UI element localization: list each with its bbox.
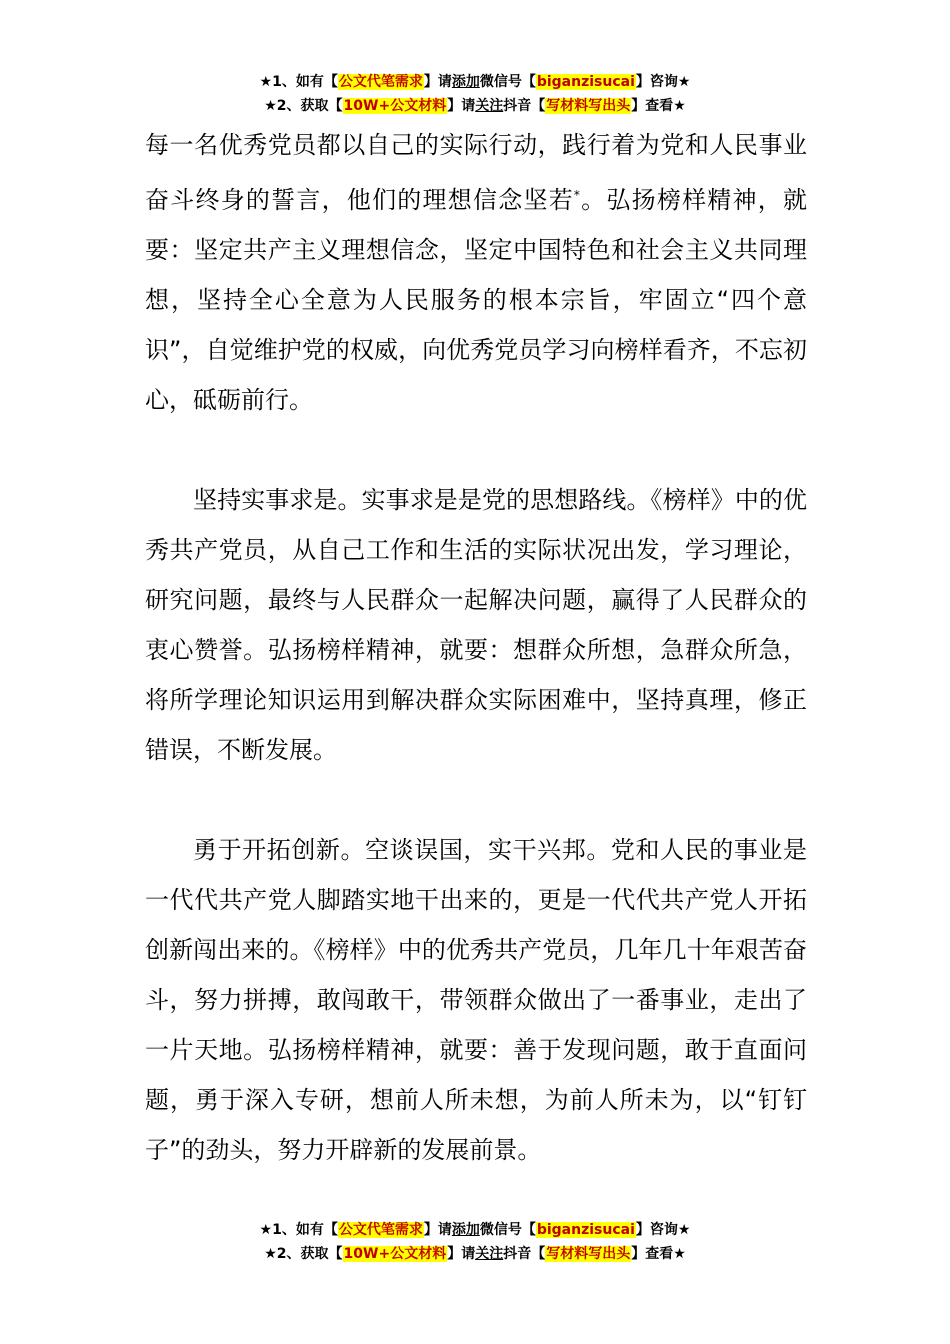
highlight-wechat-id: biganzisucai (536, 1222, 635, 1238)
highlight-douyin: 写材料写出头 (546, 1246, 631, 1262)
banner-line-1: ★1、如有【公文代笔需求】请添加微信号【biganzisucai】咨询★ (259, 74, 691, 90)
paragraph-2: 坚持实事求是。实事求是是党的思想路线。《榜样》中的优秀共产党员，从自己工作和生活的实际状况出发，学习理论，研究问题，最终与人民群众一起解决问题，赢得了人民群众的衷心赞誉。弘扬榜样精神，就要：想群众所想，急群众所急，将所学理论知识运用到解决群众实际困难中，坚持真理，修正错误，不断发展。 (145, 486, 807, 764)
highlight-douyin: 写材料写出头 (546, 98, 631, 114)
banner-line-1: ★1、如有【公文代笔需求】请添加微信号【biganzisucai】咨询★ (259, 1222, 691, 1238)
banner-line-2: ★2、获取【10W+公文材料】请关注抖音【写材料写出头】查看★ (264, 1246, 686, 1262)
star-icon: ★ (264, 98, 277, 114)
document-body (145, 120, 807, 1175)
banner-line-2: ★2、获取【10W+公文材料】请关注抖音【写材料写出头】查看★ (264, 98, 686, 114)
highlight-materials: 10W+公文材料 (343, 98, 447, 114)
highlight-service: 公文代笔需求 (338, 1222, 423, 1238)
star-icon: ★ (673, 98, 686, 114)
footer-banner (0, 1218, 950, 1266)
paragraph-3: 勇于开拓创新。空谈误国，实干兴邦。党和人民的事业是一代代共产党人脚踏实地干出来的，更是一代代共产党人开拓创新闯出来的。《榜样》中的优秀共产党员，几年几十年艰苦奋斗，努力拼搏，敢闯敢干，带领群众做出了一番事业，走出了一片天地。弘扬榜样精神，就要：善于发现问题，敢于直面问题，勇于深入专研，想前人所未想，为前人所未为，以“钉钉子”的劲头，努力开辟新的发展前景。 (145, 836, 807, 1164)
star-icon: ★ (677, 1222, 691, 1238)
star-icon: ★ (264, 1246, 277, 1262)
star-icon: ★ (259, 1222, 273, 1238)
highlight-wechat-id: biganzisucai (536, 74, 635, 90)
paragraph-1: 每一名优秀党员都以自己的实际行动，践行着为党和人民事业奋斗终身的誓言，他们的理想信念坚若*。弘扬榜样精神，就要：坚定共产主义理想信念，坚定中国特色和社会主义共同理想，坚持全心全意为人民服务的根本宗旨，牢固立“四个意识”，自觉维护党的权威，向优秀党员学习向榜样看齐，不忘初心，砥砺前行。 (145, 131, 807, 414)
star-icon: ★ (677, 74, 691, 90)
star-icon: ★ (673, 1246, 686, 1262)
highlight-service: 公文代笔需求 (338, 74, 423, 90)
highlight-materials: 10W+公文材料 (343, 1246, 447, 1262)
footnote-mark: * (573, 188, 580, 202)
header-banner (0, 70, 950, 118)
star-icon: ★ (259, 74, 273, 90)
